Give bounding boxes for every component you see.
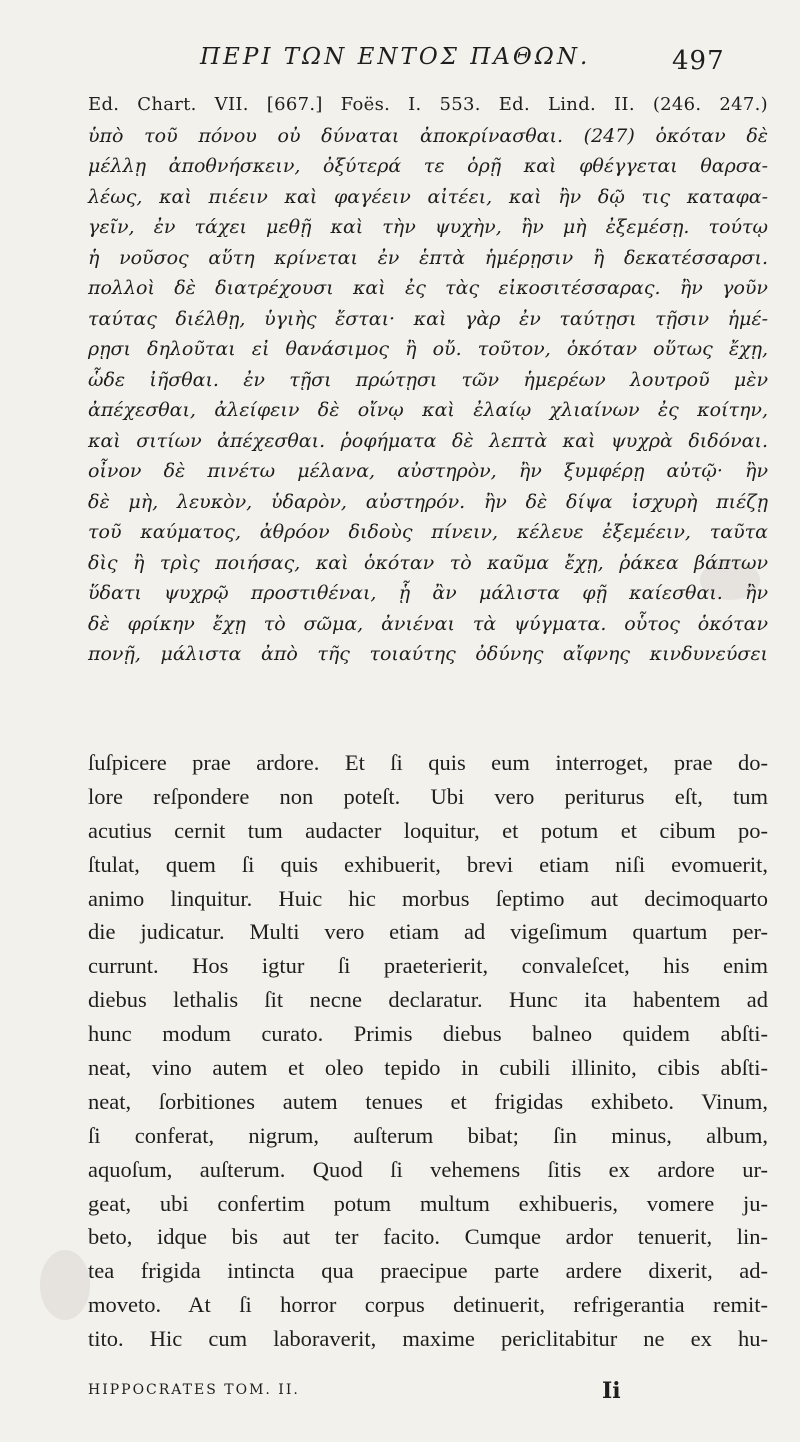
page-header <box>0 44 800 84</box>
greek-line: τοῦ καύματος, ἀθρόον διδοὺς πίνειν, κέλευε ἐξεμέειν, ταῦτα <box>88 521 768 543</box>
greek-line: πολλοὶ δὲ διατρέχουσι καὶ ἐς τὰς εἰκοσιτέσσαρας. ἢν γοῦν <box>88 277 768 299</box>
greek-line: οἶνον δὲ πινέτω μέλανα, αὐστηρὸν, ἢν ξυμφέρῃ αὐτῷ· ἢν <box>88 460 768 482</box>
latin-line: geat, ubi confertim potum multum exhibueris, vomere ju- <box>88 1190 768 1216</box>
greek-line: δὲ φρίκην ἔχῃ τὸ σῶμα, ἀνιέναι τὰ ψύγματα. οὗτος ὁκόταν <box>88 612 768 635</box>
latin-line: neat, vino autem et oleo tepido in cubili illinito, cibis abſti- <box>88 1055 768 1081</box>
latin-line: neat, ſorbitiones autem tenues et frigidas exhibeto. Vinum, <box>88 1088 768 1114</box>
greek-line: ὕδατι ψυχρῷ προστιθέναι, ᾗ ἂν μάλιστα φῇ καίεσθαι. ἢν <box>88 582 768 604</box>
edition-reference-line: Ed. Chart. VII. [667.] Foës. I. 553. Ed. Lind. II. (246. 247.) <box>88 94 768 115</box>
latin-line: acutius cernit tum audacter loquitur, et potum et cibum po- <box>88 817 768 843</box>
latin-line: ſtulat, quem ſi quis exhibuerit, brevi etiam niſi evomuerit, <box>88 851 768 877</box>
greek-line: ὑπὸ τοῦ πόνου οὐ δύναται ἀποκρίνασθαι. (247) ὁκόταν δὲ <box>88 124 768 147</box>
greek-line: ταύτας διέλθῃ, ὑγιὴς ἔσται· καὶ γὰρ ἐν ταύτῃσι τῇσιν ἡμέ- <box>88 307 768 330</box>
greek-line: ρῃσι δηλοῦται εἰ θανάσιμος ἢ οὔ. τοῦτον, ὁκόταν οὕτως ἔχῃ, <box>88 338 768 360</box>
greek-line: ἀπέχεσθαι, ἀλείφειν δὲ οἴνῳ καὶ ἐλαίῳ χλιαίνων ἐς κοίτην, <box>88 399 768 421</box>
paper-stain <box>40 1250 90 1320</box>
latin-line: diebus lethalis ſit necne declaratur. Hunc ita habentem ad <box>88 987 768 1013</box>
greek-line: μέλλῃ ἀποθνήσκειν, ὀξύτερά τε ὁρῇ καὶ φθέγγεται θαρσα- <box>88 155 768 177</box>
greek-line: καὶ σιτίων ἀπέχεσθαι. ῥοφήματα δὲ λεπτὰ καὶ ψυχρὰ διδόναι. <box>88 429 768 452</box>
latin-line: animo linquitur. Huic hic morbus ſeptimo aut decimoquarto <box>88 885 768 911</box>
greek-text-block <box>88 90 768 670</box>
greek-line: δὶς ἢ τρὶς ποιήσας, καὶ ὁκόταν τὸ καῦμα ἔχῃ, ῥάκεα βάπτων <box>88 551 768 574</box>
greek-line: λέως, καὶ πιέειν καὶ φαγέειν αἰτέει, καὶ ἢν δῷ τις καταφα- <box>88 185 768 208</box>
latin-line: moveto. At ſi horror corpus detinuerit, refrigerantia remit- <box>88 1292 768 1318</box>
latin-line: lore reſpondere non poteſt. Ubi vero periturus eſt, tum <box>88 783 768 809</box>
greek-line: ὧδε ἰῆσθαι. ἐν τῇσι πρώτῃσι τῶν ἡμερέων λουτροῦ μὲν <box>88 368 768 391</box>
latin-line: aquoſum, auſterum. Quod ſi vehemens ſitis ex ardore ur- <box>88 1156 768 1182</box>
printer-signature-line: HIPPOCRATES TOM. II. <box>88 1382 300 1398</box>
greek-line: γεῖν, ἐν τάχει μεθῇ καὶ τὴν ψυχὴν, ἢν μὴ ἐξεμέσῃ. τούτῳ <box>88 216 768 238</box>
page-number: 497 <box>672 46 725 76</box>
latin-line: die judicatur. Multi vero etiam ad vigeſimum quartum per- <box>88 919 768 945</box>
latin-line: tea frigida intincta qua praecipue parte ardere dixerit, ad- <box>88 1258 768 1284</box>
latin-line: tito. Hic cum laboraverit, maxime periclitabitur ne ex hu- <box>88 1326 768 1352</box>
latin-line: currunt. Hos igtur ſi praeterierit, convaleſcet, his enim <box>88 953 768 979</box>
latin-line: hunc modum curato. Primis diebus balneo quidem abſti- <box>88 1021 768 1047</box>
greek-line: πονῇ, μάλιστα ἀπὸ τῆς τοιαύτης ὀδύνης αἴφνης κινδυνεύσει <box>88 643 768 665</box>
latin-text-block <box>88 746 768 1356</box>
running-title: ΠΕΡΙ ΤΩΝ ΕΝΤΟΣ ΠΑΘΩΝ. <box>200 44 591 70</box>
latin-line: beto, idque bis aut ter facito. Cumque ardor tenuerit, lin- <box>88 1224 768 1250</box>
greek-line: ἡ νοῦσος αὕτη κρίνεται ἐν ἑπτὰ ἡμέρῃσιν ἢ δεκατέσσαρσι. <box>88 246 768 269</box>
greek-line: δὲ μὴ, λευκὸν, ὑδαρὸν, αὐστηρόν. ἢν δὲ δίψα ἰσχυρὴ πιέζῃ <box>88 490 768 513</box>
page-footer <box>88 1378 768 1408</box>
signature-mark: Ii <box>602 1378 621 1404</box>
latin-line: ſuſpicere prae ardore. Et ſi quis eum interroget, prae do- <box>88 750 768 775</box>
latin-line: ſi conferat, nigrum, auſterum bibat; ſin minus, album, <box>88 1122 768 1148</box>
